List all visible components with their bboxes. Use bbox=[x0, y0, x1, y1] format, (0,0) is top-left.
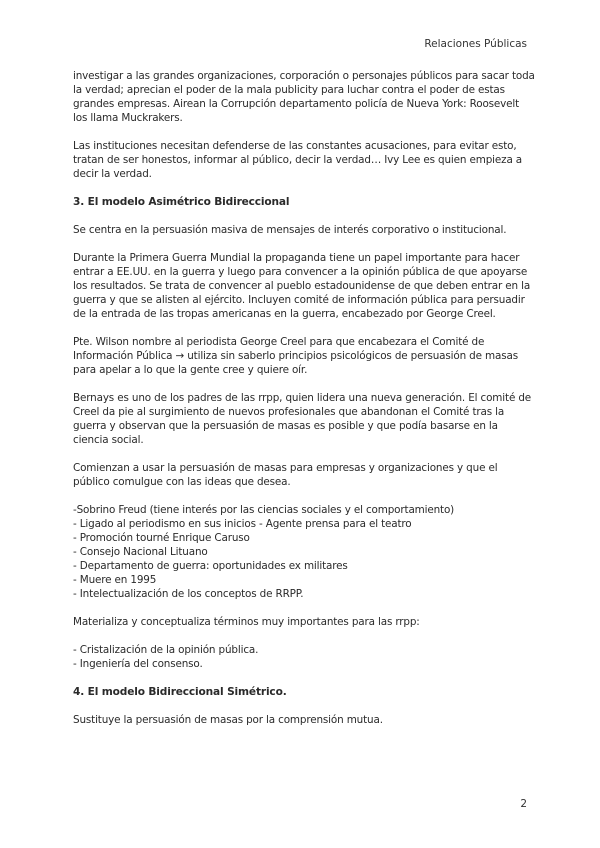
paragraph-persuasion: Se centra en la persuasión masiva de mensajes de interés corporativo o institucional. bbox=[73, 224, 507, 236]
list-item: - Cristalización de la opinión pública. bbox=[73, 644, 259, 656]
paragraph-materializa: Materializa y conceptualiza términos muy importantes para las rrpp: bbox=[73, 616, 420, 628]
terms-list bbox=[73, 643, 535, 671]
list-item: - Departamento de guerra: oportunidades ex militares bbox=[73, 560, 348, 572]
list-item: - Promoción tourné Enrique Caruso bbox=[73, 532, 250, 544]
list-item: -Sobrino Freud (tiene interés por las ciencias sociales y el comportamiento) bbox=[73, 504, 455, 516]
running-header: Relaciones Públicas bbox=[424, 38, 527, 50]
section-heading-4: 4. El modelo Bidireccional Simétrico. bbox=[73, 686, 287, 698]
paragraph-primera-guerra: Durante la Primera Guerra Mundial la propaganda tiene un papel importante para hacer entrar a EE.UU. en la guerra y luego para convencer a la opinión pública de que apoyarse los resultados. Se trata de convencer al pueblo estadounidense de que deben entrar en la guerra y que se alisten al ejército. Incluyen comité de información pública para persuadir de la entrada de las tropas americanas en la guerra, encabezado por George Creel. bbox=[73, 252, 531, 320]
bernays-facts-list bbox=[73, 503, 535, 601]
paragraph-sustituye: Sustituye la persuasión de masas por la comprensión mutua. bbox=[73, 714, 383, 726]
paragraph-muckrakers: investigar a las grandes organizaciones, corporación o personajes públicos para sacar toda la verdad; aprecian el poder de la mala publicity para luchar contra el poder de estas grandes empresas. Airean la Corrupción departamento policía de Nueva York: Roosevelt los llama Muckrakers. bbox=[73, 70, 535, 124]
list-item: - Muere en 1995 bbox=[73, 574, 157, 586]
list-item: - Ingeniería del consenso. bbox=[73, 658, 203, 670]
paragraph-bernays: Bernays es uno de los padres de las rrpp, quien lidera una nueva generación. El comité de Creel da pie al surgimiento de nuevos profesionales que abandonan el Comité tras la guerra y observan que la persuasión de masas es posible y que podía basarse en la ciencia social. bbox=[73, 392, 532, 446]
page-content bbox=[73, 69, 535, 741]
page-number: 2 bbox=[520, 798, 527, 810]
paragraph-comienzan: Comienzan a usar la persuasión de masas para empresas y organizaciones y que el público comulgue con las ideas que desea. bbox=[73, 462, 498, 488]
paragraph-wilson-creel: Pte. Wilson nombre al periodista George Creel para que encabezara el Comité de Información Pública → utiliza sin saberlo principios psicológicos de persuasión de masas para apelar a lo que la gente cree y quiere oír. bbox=[73, 336, 518, 376]
paragraph-ivy-lee: Las instituciones necesitan defenderse de las constantes acusaciones, para evitar esto, tratan de ser honestos, informar al público, decir la verdad… Ivy Lee es quien empieza a decir la verdad. bbox=[73, 140, 523, 180]
list-item: - Consejo Nacional Lituano bbox=[73, 546, 208, 558]
list-item: - Ligado al periodismo en sus inicios - Agente prensa para el teatro bbox=[73, 518, 412, 530]
list-item: - Intelectualización de los conceptos de RRPP. bbox=[73, 588, 304, 600]
section-heading-3: 3. El modelo Asimétrico Bidireccional bbox=[73, 196, 290, 208]
